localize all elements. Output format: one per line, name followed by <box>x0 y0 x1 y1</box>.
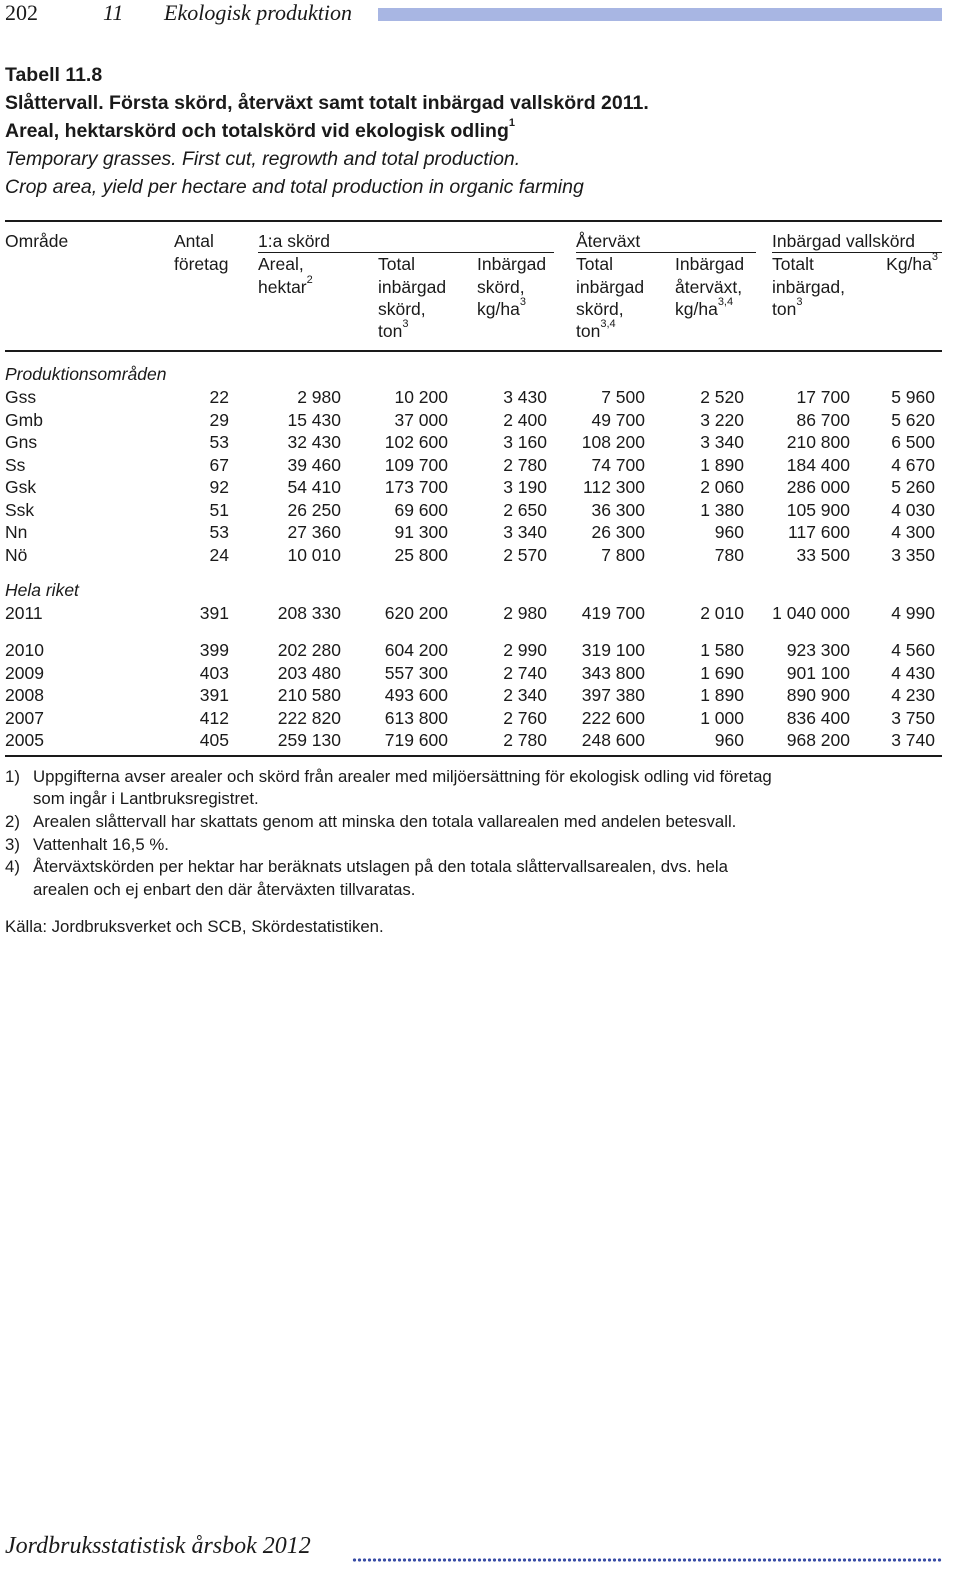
section-production-areas: Produktionsområden <box>5 364 167 384</box>
cell-farms: 92 <box>209 477 229 497</box>
col-area-header: Område <box>5 231 69 251</box>
cell-fc-yield: 2 740 <box>503 662 547 683</box>
cell-area: Gns <box>5 432 38 452</box>
page-number: 202 <box>5 0 38 25</box>
cell-rg-total: 343 800 <box>581 662 645 683</box>
footnote-2: 2) Arealen slåttervall har skattats genom att minska den totala vallarealen med andelen betesvall. <box>5 812 737 831</box>
fc-area-header-2: hektar$^2$ <box>258 274 313 297</box>
group-first-cut-rule <box>258 252 554 253</box>
cell-rg-total: 319 100 <box>581 640 645 660</box>
cell-rg-total: 419 700 <box>581 603 645 623</box>
cell-fc-yield: 2 400 <box>503 409 547 430</box>
cell-area: Nö <box>5 544 28 565</box>
cell-fc-total: 10 200 <box>394 387 448 407</box>
footnote-4-cont: arealen och ej enbart den där återväxten tillvaratas. <box>33 880 416 899</box>
cell-rg-yield: 1 580 <box>700 640 744 660</box>
tot-yield-header: $Kg/ha^3$ <box>886 251 938 274</box>
cell-fc-total: 91 300 <box>394 522 448 542</box>
table-header-rule <box>5 350 942 352</box>
cell-fc-area: 208 330 <box>277 603 341 623</box>
cell-rg-total: 397 380 <box>581 685 645 705</box>
table-top-rule <box>5 220 942 222</box>
footer-title: Jordbruksstatistisk årsbok 2012 <box>5 1533 311 1559</box>
cell-farms: 391 <box>199 603 229 623</box>
cell-tot-yield: 4 300 <box>891 522 935 542</box>
cell-fc-yield: 2 570 <box>503 544 547 565</box>
source-note: Källa: Jordbruksverket och SCB, Skördestatistiken. <box>5 917 384 936</box>
fc-total-header-4: ton$^3$ <box>378 318 409 341</box>
cell-rg-total: 7 800 <box>601 544 645 565</box>
cell-rg-yield: 960 <box>714 522 744 542</box>
cell-fc-total: 493 600 <box>384 685 448 705</box>
cell-rg-yield: 2 060 <box>700 477 744 497</box>
cell-fc-yield: 3 190 <box>503 477 547 497</box>
cell-fc-total: 109 700 <box>384 454 448 475</box>
cell-rg-total: 248 600 <box>581 730 645 750</box>
footnote-3: 3) Vattenhalt 16,5 %. <box>5 835 169 854</box>
rg-total-header-4: ton$^{3,4}$ <box>576 318 616 341</box>
cell-fc-yield: 3 430 <box>503 387 547 407</box>
cell-rg-yield: 2 010 <box>700 603 744 623</box>
cell-area: Gmb <box>5 409 43 430</box>
cell-fc-total: 37 000 <box>394 409 448 430</box>
cell-fc-area: 27 360 <box>287 522 341 542</box>
group-first-cut: 1:a skörd <box>258 231 330 251</box>
cell-rg-yield: 1 890 <box>700 685 744 705</box>
cell-tot-yield: 3 740 <box>891 730 935 750</box>
cell-tot-total: 105 900 <box>786 499 850 520</box>
fc-total-header-3: skörd, <box>378 299 426 319</box>
section-whole-country: Hela riket <box>5 580 79 600</box>
cell-fc-total: 613 800 <box>384 707 448 728</box>
cell-area: Ss <box>5 454 26 475</box>
cell-fc-yield: 2 990 <box>503 640 547 660</box>
cell-tot-yield: 3 350 <box>891 544 935 565</box>
table-title-line1: Slåttervall. Första skörd, återväxt samt totalt inbärgad vallskörd 2011. <box>5 92 649 114</box>
cell-tot-total: 86 700 <box>796 409 850 430</box>
footnote-1-cont: som ingår i Lantbruksregistret. <box>33 789 259 808</box>
footnote-1: 1) Uppgifterna avser arealer och skörd från arealer med miljöersättning för ekologisk odling vid företag <box>5 767 772 786</box>
rg-yield-header-1: Inbärgad <box>675 254 745 274</box>
rg-yield-header-2: återväxt, <box>675 277 743 297</box>
group-total: Inbärgad vallskörd <box>772 231 915 251</box>
cell-area: 2010 <box>5 640 44 660</box>
tot-total-header-2: inbärgad, <box>772 277 845 297</box>
cell-rg-yield: 780 <box>714 544 744 565</box>
cell-fc-yield: 2 780 <box>503 730 547 750</box>
group-total-rule <box>772 252 942 253</box>
cell-tot-yield: 4 560 <box>891 640 935 660</box>
cell-tot-total: 17 700 <box>796 387 850 407</box>
cell-fc-area: 26 250 <box>287 499 341 520</box>
cell-fc-area: 15 430 <box>287 409 341 430</box>
cell-fc-total: 620 200 <box>384 603 448 623</box>
cell-rg-yield: 3 220 <box>700 409 744 430</box>
cell-rg-yield: 1 000 <box>700 707 744 728</box>
group-regrowth: Återväxt <box>576 231 641 251</box>
header-bar <box>378 8 942 21</box>
cell-fc-area: 222 820 <box>277 707 341 728</box>
cell-fc-total: 604 200 <box>384 640 448 660</box>
cell-fc-total: 69 600 <box>394 499 448 520</box>
cell-rg-yield: 1 890 <box>700 454 744 475</box>
cell-tot-yield: 4 670 <box>891 454 935 475</box>
cell-fc-area: 203 480 <box>277 662 341 683</box>
cell-rg-total: 108 200 <box>581 432 645 452</box>
cell-farms: 51 <box>209 499 229 520</box>
fc-total-header-1: Total <box>378 254 415 274</box>
col-farms-header-1: Antal <box>174 231 214 251</box>
cell-tot-yield: 5 620 <box>891 409 935 430</box>
rg-yield-header-3: kg/ha$^{3,4}$ <box>675 296 734 319</box>
cell-fc-yield: 2 760 <box>503 707 547 728</box>
cell-rg-yield: 960 <box>714 730 744 750</box>
cell-fc-total: 173 700 <box>384 477 448 497</box>
cell-fc-total: 557 300 <box>384 662 448 683</box>
cell-area: 2011 <box>5 603 43 623</box>
cell-rg-total: 222 600 <box>581 707 645 728</box>
cell-farms: 67 <box>209 454 229 475</box>
cell-area: 2005 <box>5 730 44 750</box>
cell-area: Ssk <box>5 499 35 520</box>
cell-fc-total: 25 800 <box>394 544 448 565</box>
cell-farms: 53 <box>209 522 229 542</box>
cell-rg-yield: 3 340 <box>700 432 744 452</box>
cell-rg-total: 36 300 <box>591 499 645 520</box>
cell-fc-yield: 3 340 <box>503 522 547 542</box>
cell-rg-total: 112 300 <box>583 477 645 497</box>
table-bottom-rule <box>5 755 942 757</box>
cell-area: Gss <box>5 387 37 407</box>
cell-tot-yield: 4 430 <box>891 662 935 683</box>
cell-farms: 22 <box>209 387 229 407</box>
cell-farms: 399 <box>199 640 229 660</box>
cell-rg-yield: 1 690 <box>700 662 744 683</box>
cell-farms: 391 <box>199 685 229 705</box>
footer-dots <box>352 1557 942 1563</box>
cell-tot-total: 117 600 <box>788 522 850 542</box>
cell-fc-area: 210 580 <box>277 685 341 705</box>
cell-tot-yield: 6 500 <box>891 432 935 452</box>
cell-fc-area: 32 430 <box>287 432 341 452</box>
cell-rg-total: 7 500 <box>601 387 645 407</box>
cell-tot-yield: 4 030 <box>891 499 935 520</box>
cell-fc-area: 2 980 <box>297 387 341 407</box>
tot-total-header-1: Totalt <box>772 254 814 274</box>
cell-rg-yield: 2 520 <box>700 387 744 407</box>
cell-tot-total: 1 040 000 <box>772 603 850 623</box>
cell-tot-total: 184 400 <box>786 454 850 475</box>
fc-total-header-2: inbärgad <box>378 277 447 297</box>
cell-tot-total: 968 200 <box>786 730 850 750</box>
cell-area: 2007 <box>5 707 44 728</box>
cell-farms: 412 <box>199 707 229 728</box>
cell-farms: 29 <box>209 409 229 430</box>
cell-tot-yield: 4 990 <box>891 603 935 623</box>
cell-tot-total: 33 500 <box>796 544 850 565</box>
cell-farms: 403 <box>199 662 229 683</box>
cell-fc-area: 39 460 <box>287 454 341 475</box>
rg-total-header-1: Total <box>576 254 613 274</box>
cell-farms: 53 <box>209 432 229 452</box>
table-subtitle-line1: Temporary grasses. First cut, regrowth and total production. <box>5 148 521 170</box>
cell-rg-yield: 1 380 <box>700 499 744 520</box>
cell-fc-yield: 3 160 <box>503 432 547 452</box>
cell-fc-area: 259 130 <box>277 730 341 750</box>
fc-yield-header-2: skörd, <box>477 277 525 297</box>
cell-fc-yield: 2 340 <box>503 685 547 705</box>
fc-area-header-1: Areal, <box>258 254 304 274</box>
cell-fc-area: 10 010 <box>287 544 341 565</box>
cell-tot-yield: 5 960 <box>891 387 935 407</box>
cell-fc-yield: 2 780 <box>503 454 547 475</box>
rg-total-header-3: skörd, <box>576 299 624 319</box>
chapter-number: 11 <box>103 0 124 25</box>
cell-tot-yield: 5 260 <box>891 477 935 497</box>
cell-area: 2008 <box>5 685 44 705</box>
table-label: Tabell 11.8 <box>5 64 103 86</box>
cell-fc-area: 202 280 <box>277 640 341 660</box>
tot-total-header-3: ton$^3$ <box>772 296 803 319</box>
cell-farms: 24 <box>209 544 229 565</box>
group-regrowth-rule <box>576 252 756 253</box>
cell-rg-total: 74 700 <box>591 454 645 475</box>
cell-rg-total: 26 300 <box>591 522 645 542</box>
cell-farms: 405 <box>199 730 229 750</box>
footnote-4: 4) Återväxtskörden per hektar har beräknats utslagen på den totala slåttervallsarealen, dvs. hela <box>5 857 728 876</box>
cell-tot-total: 890 900 <box>786 685 850 705</box>
cell-tot-total: 923 300 <box>786 640 850 660</box>
cell-tot-total: 286 000 <box>786 477 850 497</box>
cell-fc-area: 54 410 <box>287 477 341 497</box>
chapter-title: Ekologisk produktion <box>164 0 352 25</box>
cell-fc-yield: 2 980 <box>503 603 547 623</box>
cell-tot-yield: 4 230 <box>891 685 935 705</box>
cell-rg-total: 49 700 <box>591 409 645 430</box>
cell-tot-total: 210 800 <box>786 432 850 452</box>
table-title-line2: Areal, hektarskörd och totalskörd vid ekologisk odling$^1$ <box>5 117 515 142</box>
cell-fc-yield: 2 650 <box>503 499 547 520</box>
fc-yield-header-3: $kg/ha^3$ <box>477 296 526 319</box>
cell-area: 2009 <box>5 662 44 683</box>
cell-fc-total: 719 600 <box>384 730 448 750</box>
fc-yield-header-1: Inbärgad <box>477 254 547 274</box>
col-farms-header-2: företag <box>174 254 229 274</box>
cell-tot-yield: 3 750 <box>891 707 935 728</box>
cell-area: Nn <box>5 522 28 542</box>
cell-fc-total: 102 600 <box>384 432 448 452</box>
table-subtitle-line2: Crop area, yield per hectare and total production in organic farming <box>5 176 584 198</box>
rg-total-header-2: inbärgad <box>576 277 645 297</box>
cell-tot-total: 836 400 <box>786 707 850 728</box>
cell-tot-total: 901 100 <box>786 662 850 683</box>
cell-area: Gsk <box>5 477 37 497</box>
